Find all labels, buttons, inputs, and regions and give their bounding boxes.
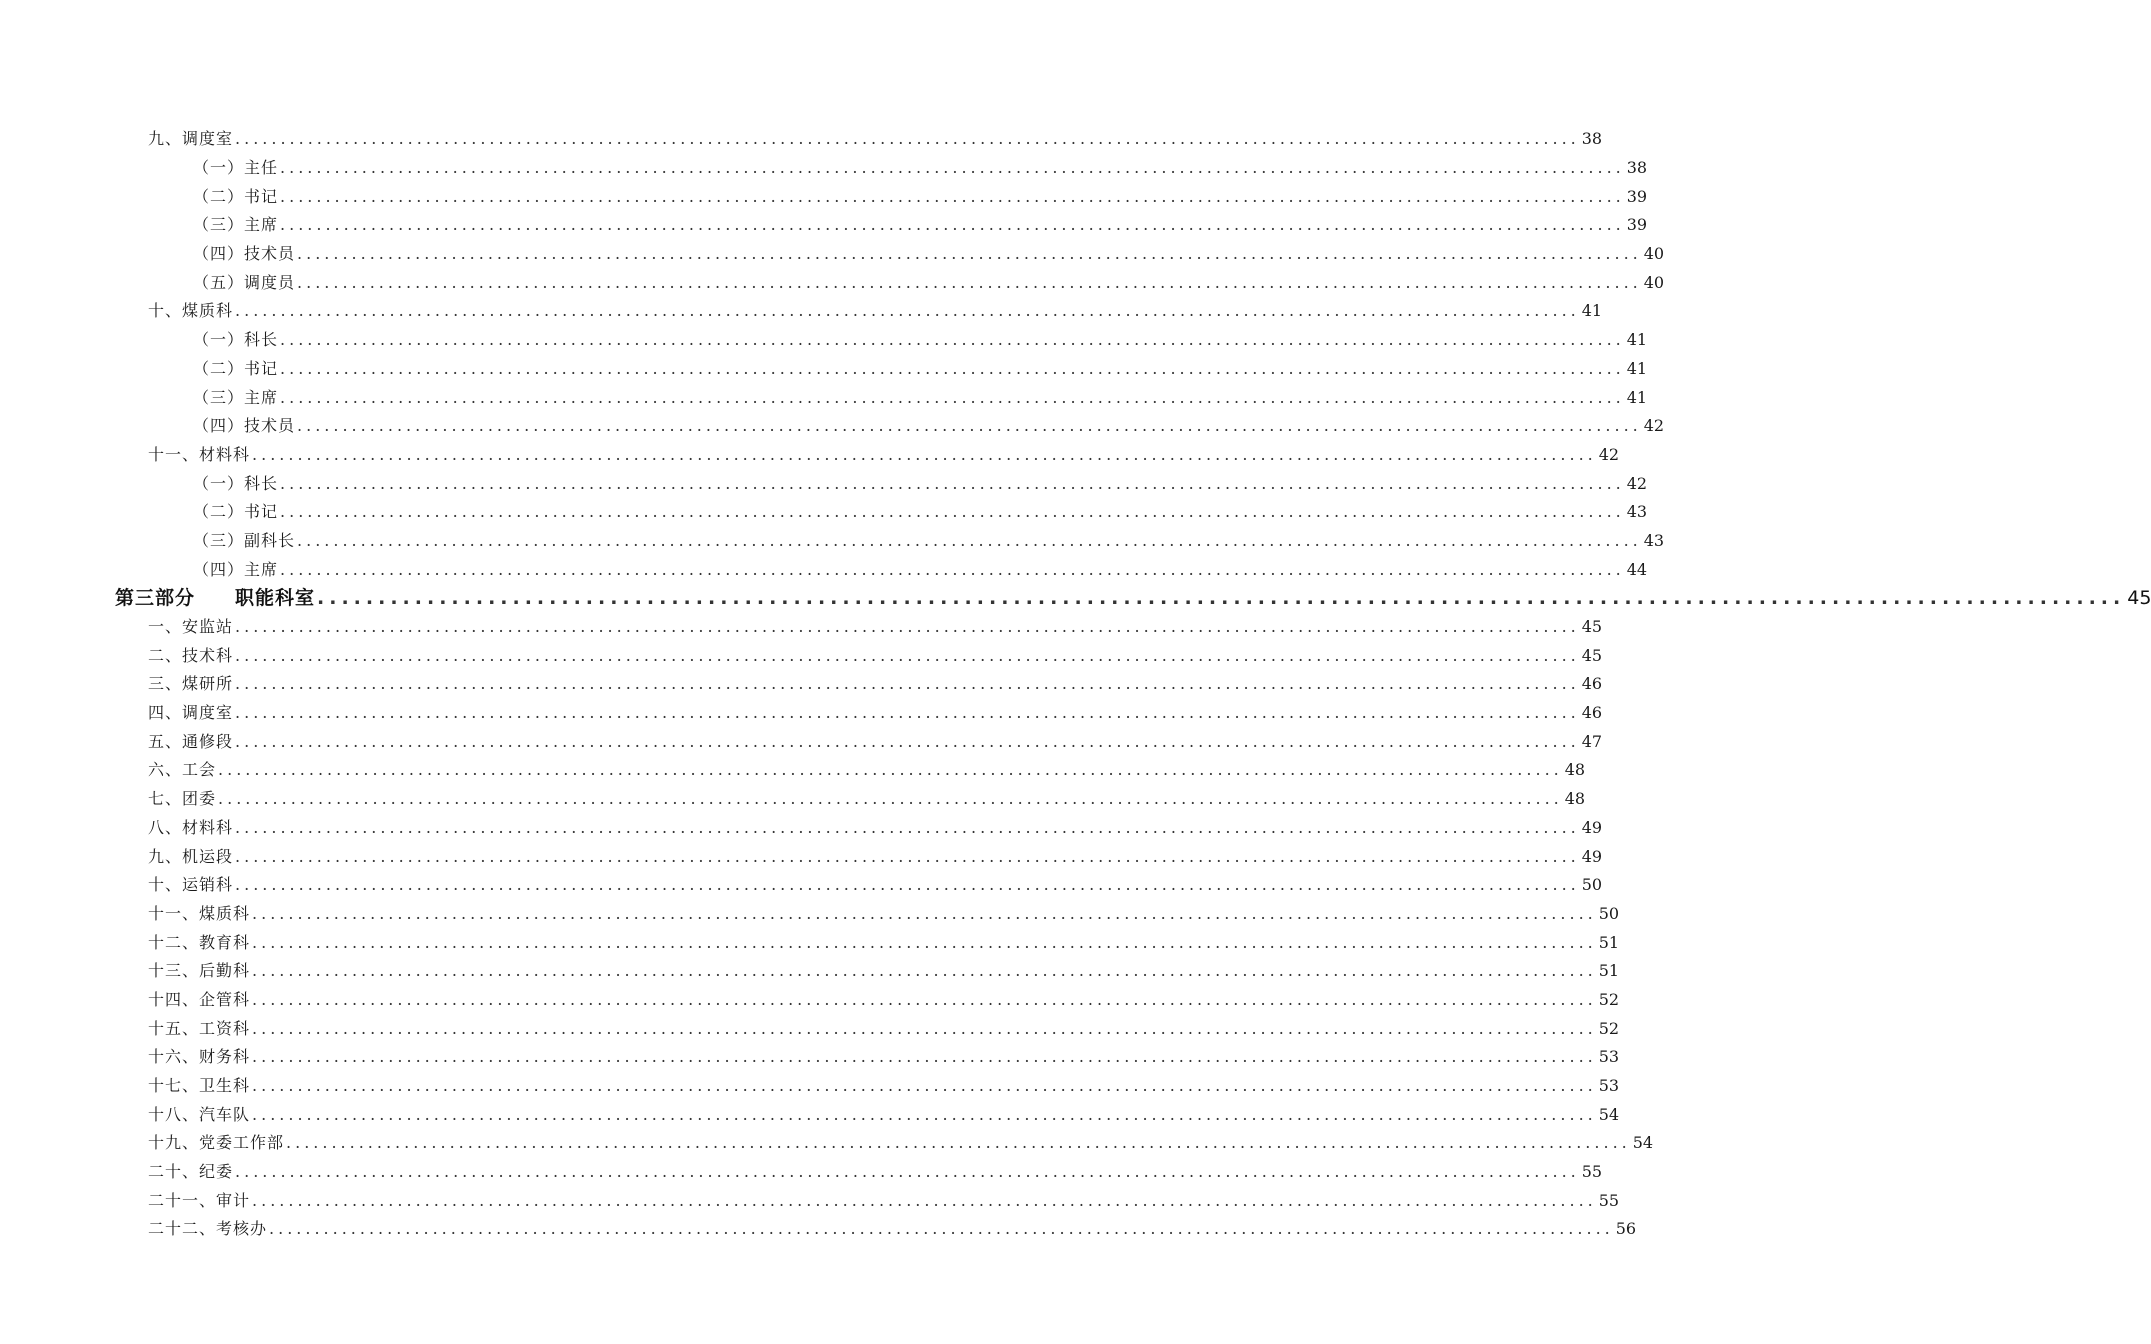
toc-entry[interactable] (0, 785, 1586, 814)
dot-leader: .................................................................................................................................................... (252, 444, 1597, 464)
toc-page-number: 52 (1598, 1018, 1620, 1038)
toc-page-number: 55 (1581, 1162, 1603, 1182)
toc-page-number: 41 (1626, 358, 1648, 378)
toc-page-number: 41 (1581, 301, 1603, 321)
toc-page-number: 47 (1581, 731, 1603, 751)
toc-entry-label: 十四、企管科 (148, 989, 251, 1009)
toc-page-number: 54 (1632, 1133, 1654, 1153)
toc-entry[interactable] (0, 469, 1648, 498)
dot-leader: .................................................................................................................................................... (280, 186, 1625, 206)
dot-leader: .................................................................................................................................................... (235, 703, 1580, 723)
toc-entry-label: 二十一、审计 (148, 1190, 251, 1210)
toc-entry-label: 十一、材料科 (148, 444, 251, 464)
toc-entry-label: （二）书记 (193, 186, 279, 206)
toc-entry[interactable] (0, 240, 1665, 269)
dot-leader: .................................................................................................................................................... (280, 559, 1625, 579)
toc-entry-label: 十七、卫生科 (148, 1076, 251, 1096)
toc-entry-label: （二）书记 (193, 358, 279, 378)
toc-page-number: 44 (1626, 559, 1648, 579)
toc-entry[interactable] (0, 1072, 1620, 1101)
toc-entry-label: 五、通修段 (148, 731, 234, 751)
toc-entry[interactable] (0, 670, 1603, 699)
toc-entry[interactable] (0, 1215, 1637, 1244)
toc-page-number: 42 (1643, 416, 1665, 436)
toc-entry[interactable] (0, 613, 1603, 642)
toc-entry-label: 十、煤质科 (148, 301, 234, 321)
toc-entry-label: 二十、纪委 (148, 1162, 234, 1182)
toc-page-number: 40 (1643, 244, 1665, 264)
toc-entry[interactable] (0, 211, 1648, 240)
toc-page-number: 41 (1626, 387, 1648, 407)
toc-page-number: 49 (1581, 846, 1603, 866)
toc-entry[interactable] (0, 297, 1603, 326)
dot-leader: .................................................................................................................................................... (280, 502, 1625, 522)
toc-entry[interactable] (0, 727, 1603, 756)
toc-entry-label: （一）主任 (193, 158, 279, 178)
toc-entry[interactable] (0, 900, 1620, 929)
toc-entry-label: 第三部分 职能科室 (115, 586, 316, 609)
toc-page-number: 56 (1615, 1219, 1637, 1239)
dot-leader: .................................................................................................................................................... (252, 1076, 1597, 1096)
toc-entry-label: 八、材料科 (148, 817, 234, 837)
toc-entry-label: （四）技术员 (193, 416, 296, 436)
toc-section-heading[interactable] (0, 584, 2151, 613)
toc-entry[interactable] (0, 1129, 1654, 1158)
toc-page-number: 53 (1598, 1076, 1620, 1096)
toc-page-number: 39 (1626, 186, 1648, 206)
toc-entry[interactable] (0, 555, 1648, 584)
toc-entry[interactable] (0, 1158, 1603, 1187)
dot-leader: .................................................................................................................................................... (297, 530, 1642, 550)
dot-leader: .................................................................................................................................................... (235, 301, 1580, 321)
dot-leader: .................................................................................................................................................... (252, 903, 1597, 923)
dot-leader: .................................................................................................................................................... (235, 645, 1580, 665)
toc-entry-label: 十一、煤质科 (148, 903, 251, 923)
toc-entry[interactable] (0, 814, 1603, 843)
toc-page-number: 45 (1581, 645, 1603, 665)
toc-entry-label: （一）科长 (193, 473, 279, 493)
toc-entry[interactable] (0, 756, 1586, 785)
dot-leader: .................................................................................................................................................... (235, 617, 1580, 637)
toc-entry[interactable] (0, 268, 1665, 297)
toc-page-number: 41 (1626, 330, 1648, 350)
toc-entry-label: 九、机运段 (148, 846, 234, 866)
toc-page-number: 40 (1643, 272, 1665, 292)
toc-entry-label: 十五、工资科 (148, 1018, 251, 1038)
toc-page-number: 51 (1598, 932, 1620, 952)
dot-leader: .................................................................................................................................................... (280, 330, 1625, 350)
toc-entry-label: 十六、财务科 (148, 1047, 251, 1067)
toc-entry[interactable] (0, 1100, 1620, 1129)
toc-entry-label: （三）副科长 (193, 530, 296, 550)
toc-page-number: 53 (1598, 1047, 1620, 1067)
dot-leader: .................................................................................................................................................... (218, 760, 1563, 780)
toc-entry-label: （三）主席 (193, 387, 279, 407)
toc-page-number: 39 (1626, 215, 1648, 235)
dot-leader: .................................................................................................................................................... (235, 674, 1580, 694)
toc-entry[interactable] (0, 928, 1620, 957)
toc-entry[interactable] (0, 699, 1603, 728)
toc-page-number: 46 (1581, 703, 1603, 723)
toc-page-number: 52 (1598, 989, 1620, 1009)
toc-entry-label: （五）调度员 (193, 272, 296, 292)
dot-leader: .................................................................................................................................................... (252, 1104, 1597, 1124)
dot-leader: .................................................................................................................................................... (252, 932, 1597, 952)
toc-entry-label: 十八、汽车队 (148, 1104, 251, 1124)
toc-entry[interactable] (0, 641, 1603, 670)
toc-entry[interactable] (0, 527, 1665, 556)
dot-leader: .................................................................................................................................................... (252, 1018, 1597, 1038)
dot-leader: .................................................................................................................................................... (317, 586, 2126, 609)
dot-leader: .................................................................................................................................................... (218, 789, 1563, 809)
toc-entry[interactable] (0, 154, 1648, 183)
toc-entry[interactable] (0, 355, 1648, 384)
toc-entry-label: 九、调度室 (148, 129, 234, 149)
dot-leader: .................................................................................................................................................... (269, 1219, 1614, 1239)
toc-entry[interactable] (0, 842, 1603, 871)
toc-page-number: 42 (1626, 473, 1648, 493)
dot-leader: .................................................................................................................................................... (235, 846, 1580, 866)
dot-leader: .................................................................................................................................................... (286, 1133, 1631, 1153)
dot-leader: .................................................................................................................................................... (280, 387, 1625, 407)
dot-leader: .................................................................................................................................................... (252, 1047, 1597, 1067)
toc-entry-label: 十、运销科 (148, 875, 234, 895)
toc-entry-label: 十九、党委工作部 (148, 1133, 285, 1153)
dot-leader: .................................................................................................................................................... (235, 875, 1580, 895)
toc-entry[interactable] (0, 957, 1620, 986)
dot-leader: .................................................................................................................................................... (235, 817, 1580, 837)
toc-page-number: 43 (1626, 502, 1648, 522)
toc-entry-label: （二）书记 (193, 502, 279, 522)
toc-page-number: 48 (1564, 789, 1586, 809)
toc-entry-label: 七、团委 (148, 789, 217, 809)
toc-entry[interactable] (0, 412, 1665, 441)
toc-page-number: 45 (1581, 617, 1603, 637)
toc-entry-label: 三、煤研所 (148, 674, 234, 694)
toc-entry-label: 二、技术科 (148, 645, 234, 665)
dot-leader: .................................................................................................................................................... (280, 473, 1625, 493)
toc-page-number: 38 (1581, 129, 1603, 149)
toc-entry[interactable] (0, 986, 1620, 1015)
toc-entry[interactable] (0, 871, 1603, 900)
toc-entry-label: （四）技术员 (193, 244, 296, 264)
toc-entry-label: 六、工会 (148, 760, 217, 780)
toc-entry-label: （三）主席 (193, 215, 279, 235)
toc-entry[interactable] (0, 326, 1648, 355)
toc-page-number: 43 (1643, 530, 1665, 550)
toc-page-number: 54 (1598, 1104, 1620, 1124)
toc-page-number: 49 (1581, 817, 1603, 837)
dot-leader: .................................................................................................................................................... (252, 1190, 1597, 1210)
toc-page-number: 55 (1598, 1190, 1620, 1210)
toc-entry[interactable] (0, 125, 1603, 154)
dot-leader: .................................................................................................................................................... (252, 961, 1597, 981)
toc-entry[interactable] (0, 383, 1648, 412)
toc-entry[interactable] (0, 498, 1648, 527)
dot-leader: .................................................................................................................................................... (252, 989, 1597, 1009)
toc-page-number: 46 (1581, 674, 1603, 694)
dot-leader: .................................................................................................................................................... (235, 1162, 1580, 1182)
toc-page-number: 50 (1581, 875, 1603, 895)
toc-entry-label: （一）科长 (193, 330, 279, 350)
toc-entry[interactable] (0, 1186, 1620, 1215)
toc-page-number: 51 (1598, 961, 1620, 981)
toc-entry[interactable] (0, 182, 1648, 211)
toc-entry-label: 二十二、考核办 (148, 1219, 268, 1239)
toc-entry[interactable] (0, 1014, 1620, 1043)
toc-entry-label: 一、安监站 (148, 617, 234, 637)
table-of-contents (0, 125, 2151, 1244)
toc-entry-label: 十三、后勤科 (148, 961, 251, 981)
dot-leader: .................................................................................................................................................... (297, 272, 1642, 292)
dot-leader: .................................................................................................................................................... (280, 158, 1625, 178)
toc-page-number: 45 (2127, 586, 2151, 609)
dot-leader: .................................................................................................................................................... (235, 129, 1580, 149)
dot-leader: .................................................................................................................................................... (235, 731, 1580, 751)
toc-entry[interactable] (0, 441, 1620, 470)
toc-entry-label: 四、调度室 (148, 703, 234, 723)
toc-entry-label: 十二、教育科 (148, 932, 251, 952)
dot-leader: .................................................................................................................................................... (280, 215, 1625, 235)
dot-leader: .................................................................................................................................................... (297, 244, 1642, 264)
toc-page-number: 50 (1598, 903, 1620, 923)
toc-page-number: 42 (1598, 444, 1620, 464)
toc-page-number: 48 (1564, 760, 1586, 780)
dot-leader: .................................................................................................................................................... (280, 358, 1625, 378)
toc-page-number: 38 (1626, 158, 1648, 178)
toc-entry-label: （四）主席 (193, 559, 279, 579)
toc-entry[interactable] (0, 1043, 1620, 1072)
dot-leader: .................................................................................................................................................... (297, 416, 1642, 436)
